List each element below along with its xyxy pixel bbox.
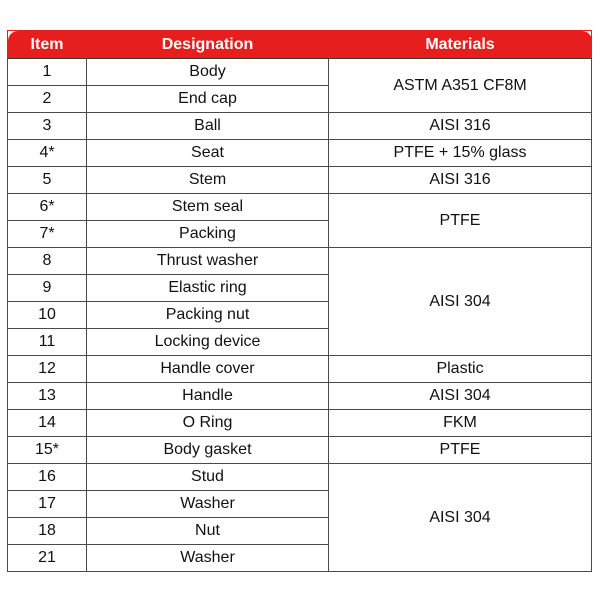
item-cell: 5 — [8, 167, 87, 194]
item-cell: 7* — [8, 221, 87, 248]
designation-cell: End cap — [87, 86, 329, 113]
item-cell: 11 — [8, 329, 87, 356]
designation-cell: Stud — [87, 464, 329, 491]
designation-cell: Body — [87, 59, 329, 86]
material-cell: Plastic — [329, 356, 592, 383]
designation-cell: Stem seal — [87, 194, 329, 221]
designation-cell: Packing — [87, 221, 329, 248]
item-cell: 15* — [8, 437, 87, 464]
material-cell: FKM — [329, 410, 592, 437]
item-cell: 1 — [8, 59, 87, 86]
item-cell: 21 — [8, 545, 87, 572]
item-cell: 12 — [8, 356, 87, 383]
item-cell: 9 — [8, 275, 87, 302]
table-body — [8, 59, 592, 572]
designation-cell: Stem — [87, 167, 329, 194]
designation-cell: O Ring — [87, 410, 329, 437]
designation-cell: Washer — [87, 545, 329, 572]
designation-cell: Handle — [87, 383, 329, 410]
table-header — [8, 31, 592, 59]
material-cell: ASTM A351 CF8M — [329, 59, 592, 113]
material-cell: PTFE — [329, 437, 592, 464]
material-cell: PTFE + 15% glass — [329, 140, 592, 167]
item-cell: 16 — [8, 464, 87, 491]
table-row — [8, 410, 592, 437]
header-designation: Designation — [87, 31, 329, 59]
table-row — [8, 59, 592, 86]
header-row — [8, 31, 592, 59]
item-cell: 18 — [8, 518, 87, 545]
material-cell: AISI 316 — [329, 167, 592, 194]
table-row — [8, 167, 592, 194]
table-row — [8, 383, 592, 410]
parts-materials-table-container — [7, 30, 591, 572]
table-row — [8, 464, 592, 491]
item-cell: 14 — [8, 410, 87, 437]
item-cell: 4* — [8, 140, 87, 167]
material-cell: AISI 316 — [329, 113, 592, 140]
designation-cell: Elastic ring — [87, 275, 329, 302]
item-cell: 8 — [8, 248, 87, 275]
material-cell: AISI 304 — [329, 464, 592, 572]
designation-cell: Packing nut — [87, 302, 329, 329]
material-cell: PTFE — [329, 194, 592, 248]
table-row — [8, 140, 592, 167]
header-item: Item — [8, 31, 87, 59]
material-cell: AISI 304 — [329, 383, 592, 410]
item-cell: 3 — [8, 113, 87, 140]
designation-cell: Thrust washer — [87, 248, 329, 275]
designation-cell: Locking device — [87, 329, 329, 356]
item-cell: 10 — [8, 302, 87, 329]
table-row — [8, 248, 592, 275]
designation-cell: Seat — [87, 140, 329, 167]
parts-materials-table — [7, 30, 592, 572]
item-cell: 6* — [8, 194, 87, 221]
designation-cell: Ball — [87, 113, 329, 140]
table-row — [8, 113, 592, 140]
table-row — [8, 356, 592, 383]
designation-cell: Washer — [87, 491, 329, 518]
item-cell: 13 — [8, 383, 87, 410]
item-cell: 17 — [8, 491, 87, 518]
designation-cell: Nut — [87, 518, 329, 545]
designation-cell: Handle cover — [87, 356, 329, 383]
designation-cell: Body gasket — [87, 437, 329, 464]
table-row — [8, 437, 592, 464]
item-cell: 2 — [8, 86, 87, 113]
table-row — [8, 194, 592, 221]
header-materials: Materials — [329, 31, 592, 59]
material-cell: AISI 304 — [329, 248, 592, 356]
